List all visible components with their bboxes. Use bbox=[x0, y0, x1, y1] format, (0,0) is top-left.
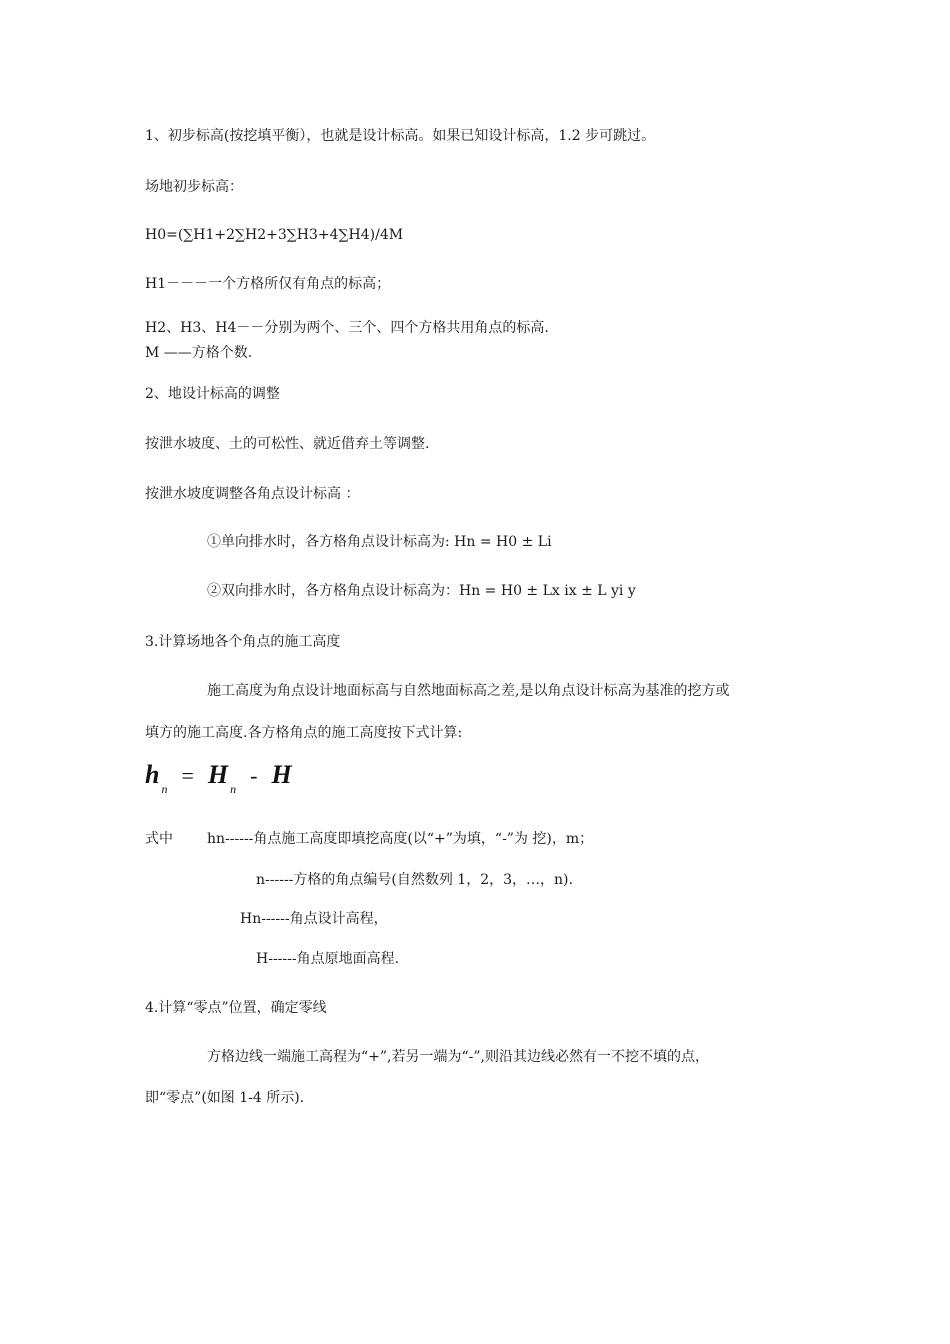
formula-hn-subscript: n bbox=[230, 782, 237, 796]
h2-h3-h4-definition: H2、H3、H4－－分别为两个、三个、四个方格共用角点的标高. bbox=[145, 320, 549, 336]
site-initial-elevation-label: 场地初步标高： bbox=[145, 179, 243, 195]
formula-H: H bbox=[271, 760, 292, 789]
double-direction-drainage: ②双向排水时，各方格角点设计标高为：Hn = H0 ± Lx ix ± L yi y bbox=[207, 583, 636, 599]
zero-point-paragraph-line-2: 即“零点”(如图 1-4 所示). bbox=[145, 1090, 305, 1106]
hn-definition: hn------角点施工高度即填挖高度(以“+”为填，“-”为 挖)，m； bbox=[207, 831, 594, 847]
n-definition: n------方格的角点编号(自然数列 1，2，3，…，n). bbox=[256, 872, 573, 888]
step-3-heading: 3.计算场地各个角点的施工高度 bbox=[145, 634, 341, 650]
single-direction-drainage: ①单向排水时，各方格角点设计标高为: Hn = H0 ± Li bbox=[207, 534, 552, 550]
h0-formula: H0=(∑H1+2∑H2+3∑H3+4∑H4)/4M bbox=[145, 227, 404, 243]
step-1-heading: 1、初步标高(按挖填平衡），也就是设计标高。如果已知设计标高，1.2 步可跳过。 bbox=[145, 128, 656, 144]
where-label: 式中 bbox=[145, 831, 173, 847]
h1-definition: H1－－－一个方格所仅有角点的标高； bbox=[145, 276, 391, 292]
formula-h: h bbox=[145, 760, 160, 789]
formula-h-subscript: n bbox=[161, 782, 168, 796]
slope-adjustment-label: 按泄水坡度调整各角点设计标高 ： bbox=[145, 486, 360, 502]
h-original-elevation-definition: H------角点原地面高程. bbox=[256, 951, 400, 967]
construction-height-formula bbox=[145, 760, 292, 800]
step-2-heading: 2、地设计标高的调整 bbox=[145, 386, 280, 402]
construction-height-paragraph-line-1: 施工高度为角点设计地面标高与自然地面标高之差,是以角点设计标高为基准的挖方或 bbox=[207, 683, 730, 699]
construction-height-paragraph-line-2: 填方的施工高度.各方格角点的施工高度按下式计算: bbox=[145, 725, 463, 741]
m-definition: M ——方格个数. bbox=[145, 345, 253, 361]
formula-minus: - bbox=[250, 763, 258, 788]
formula-equals: = bbox=[181, 763, 194, 788]
formula-hn: H bbox=[207, 760, 229, 789]
hn-design-elevation-definition: Hn------角点设计高程， bbox=[240, 911, 388, 927]
zero-point-paragraph-line-1: 方格边线一端施工高程为“+”,若另一端为“-”,则沿其边线必然有一不挖不填的点， bbox=[207, 1049, 709, 1065]
adjustment-factors: 按泄水坡度、土的可松性、就近借弃土等调整. bbox=[145, 436, 430, 452]
step-4-heading: 4.计算“零点”位置，确定零线 bbox=[145, 1000, 327, 1016]
